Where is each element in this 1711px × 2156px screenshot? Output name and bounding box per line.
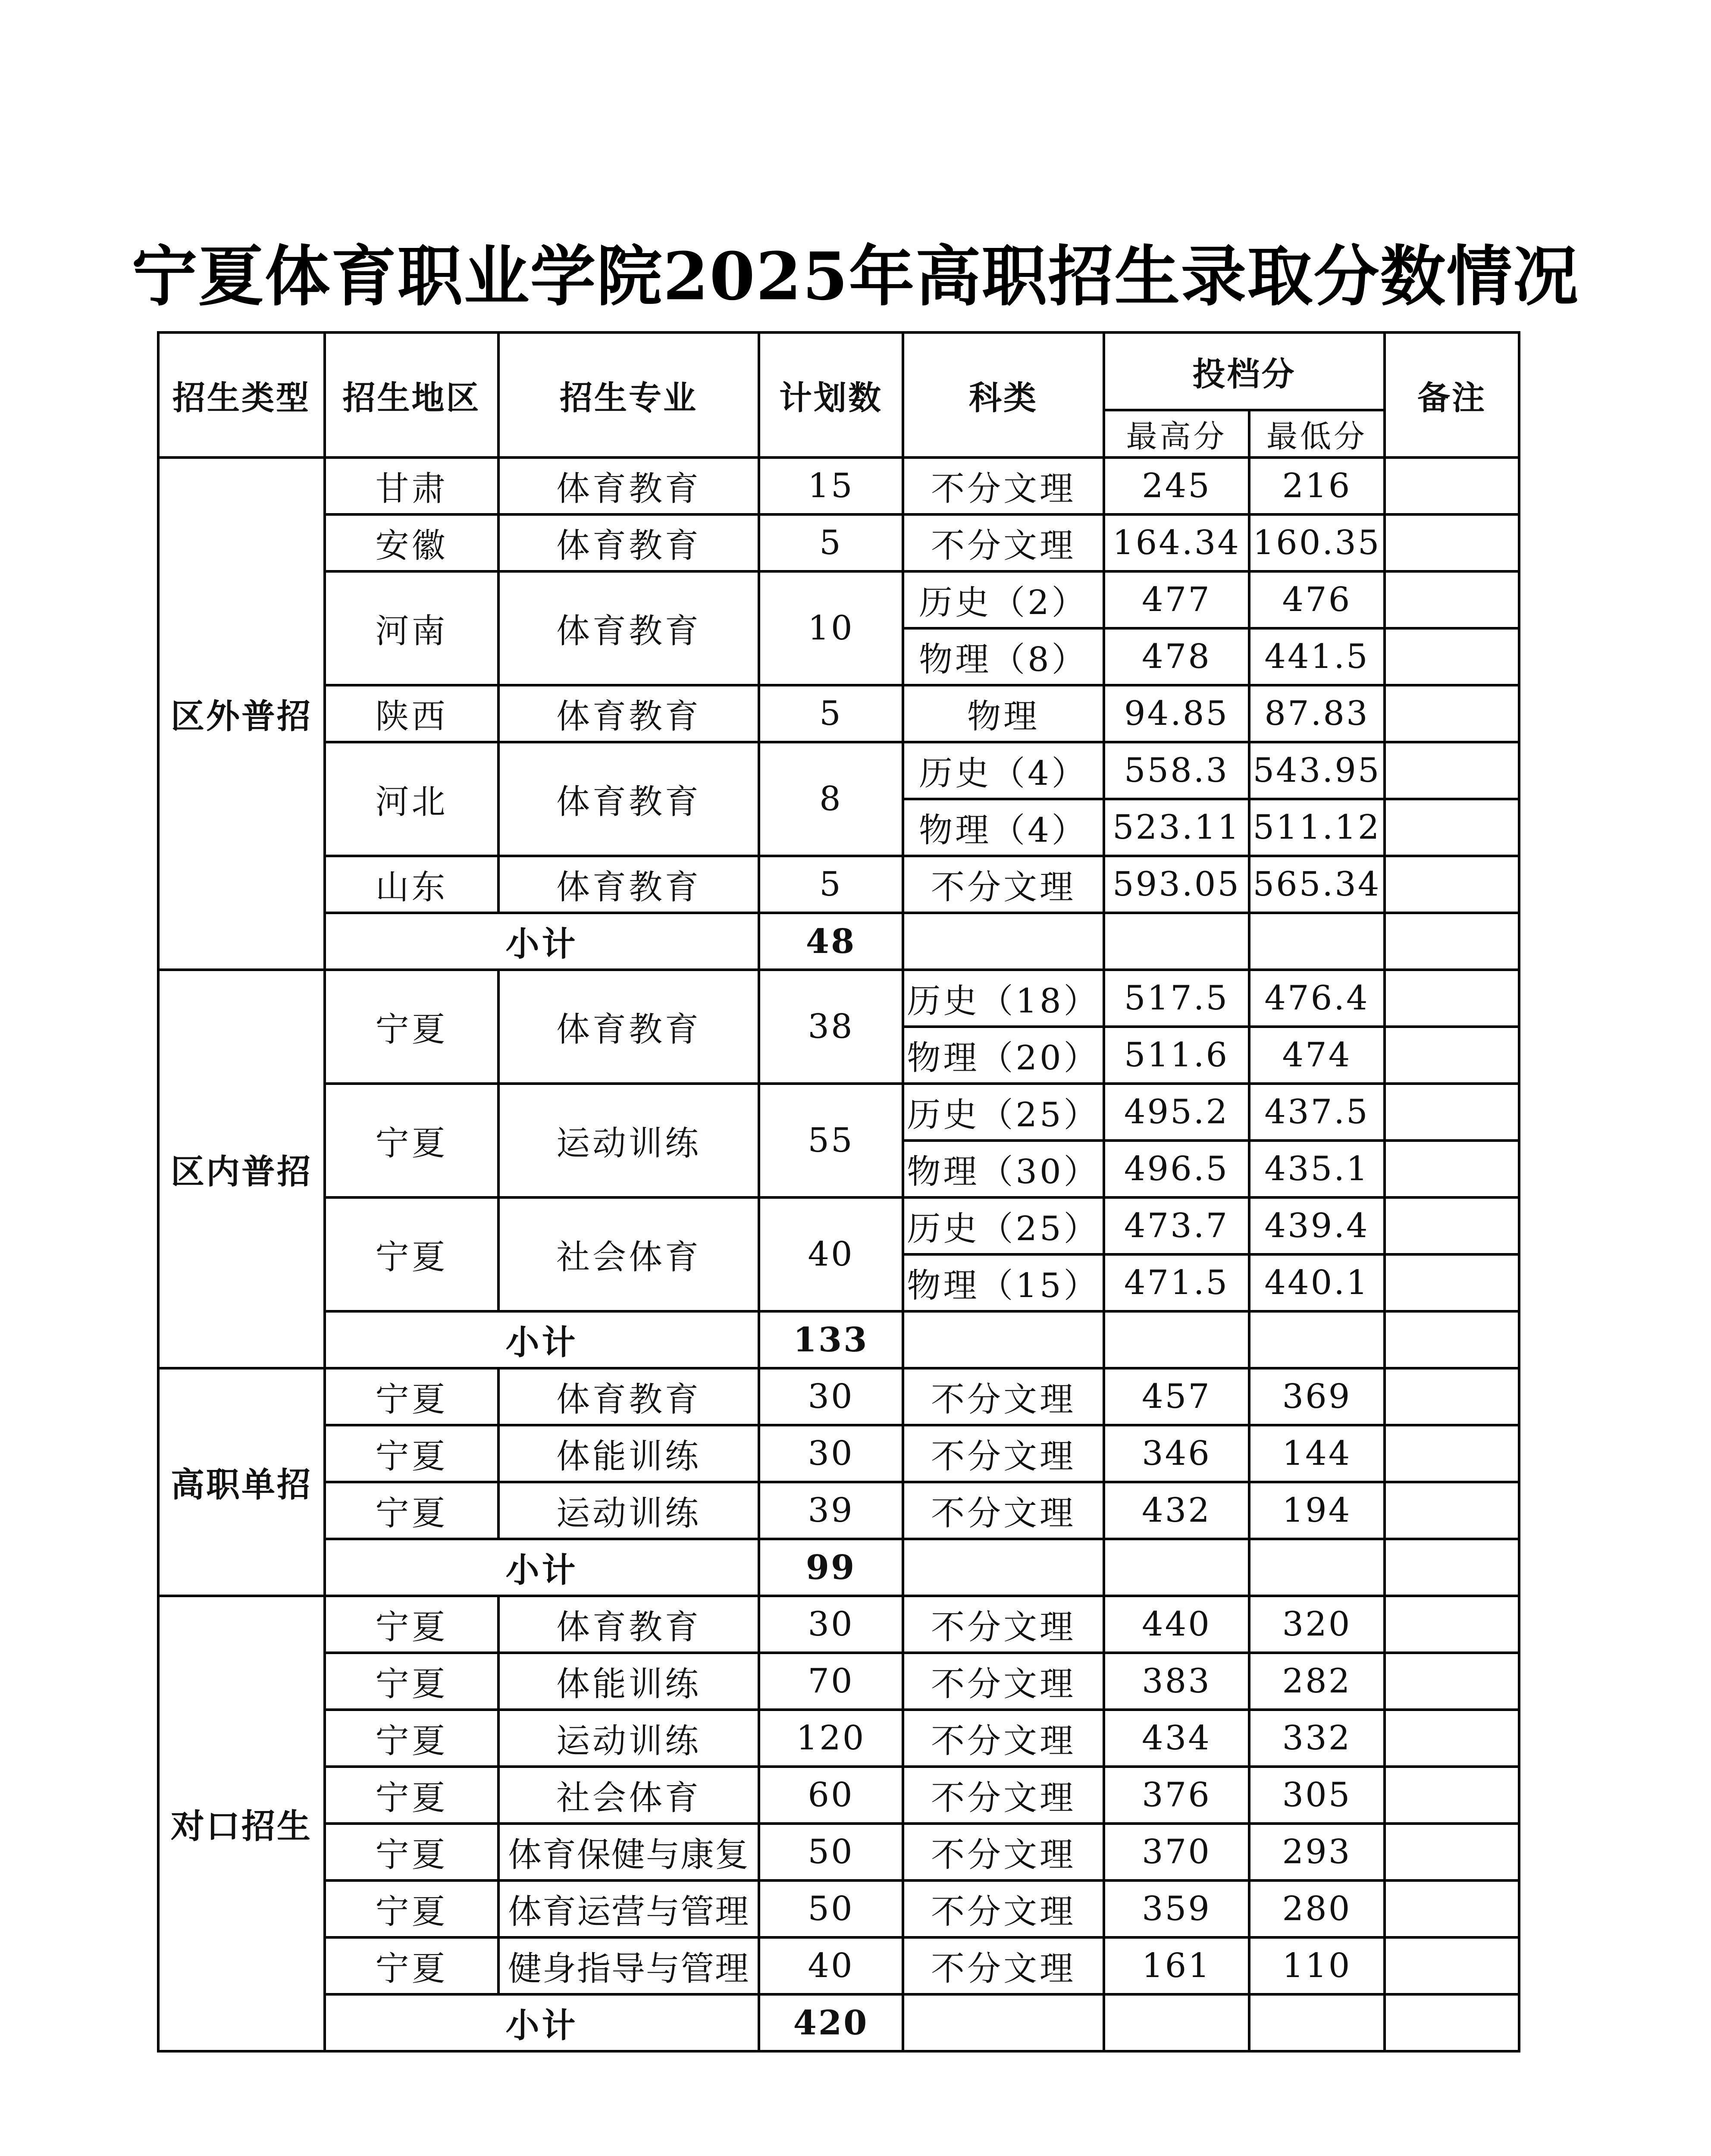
plan-cell: 30: [759, 1425, 903, 1482]
min-score-cell: 87.83: [1249, 685, 1385, 742]
major-cell: 运动训练: [498, 1084, 759, 1197]
subtotal-label: 小计: [325, 913, 759, 970]
max-score-cell: 164.34: [1104, 514, 1249, 571]
min-score-cell: 511.12: [1249, 799, 1385, 856]
plan-cell: 10: [759, 571, 903, 685]
major-cell: 体能训练: [498, 1425, 759, 1482]
max-score-cell: 593.05: [1104, 856, 1249, 913]
subtotal-value: 99: [759, 1539, 903, 1596]
subtotal-value: 48: [759, 913, 903, 970]
region-cell: 宁夏: [325, 1482, 498, 1539]
plan-cell: 40: [759, 1197, 903, 1311]
subject-cell: 物理（4）: [903, 799, 1104, 856]
note-cell: [1385, 1596, 1519, 1653]
major-cell: 体育教育: [498, 1596, 759, 1653]
group-type-cell: 区外普招: [158, 458, 325, 970]
note-cell: [1385, 1197, 1519, 1254]
min-score-cell: 565.34: [1249, 856, 1385, 913]
max-score-cell: 376: [1104, 1767, 1249, 1824]
min-score-cell: 474: [1249, 1027, 1385, 1084]
major-cell: 体育教育: [498, 1368, 759, 1425]
plan-cell: 55: [759, 1084, 903, 1197]
subject-cell: 不分文理: [903, 1880, 1104, 1937]
note-cell: [1385, 571, 1519, 628]
note-cell: [1385, 1084, 1519, 1141]
major-cell: 体育教育: [498, 514, 759, 571]
min-score-cell: 435.1: [1249, 1141, 1385, 1197]
subtotal-label: 小计: [325, 1539, 759, 1596]
subject-cell: 历史（2）: [903, 571, 1104, 628]
max-score-cell: 517.5: [1104, 970, 1249, 1027]
max-score-cell: 477: [1104, 571, 1249, 628]
max-score-cell: 383: [1104, 1653, 1249, 1710]
plan-cell: 50: [759, 1824, 903, 1880]
subject-cell: 不分文理: [903, 1767, 1104, 1824]
plan-cell: 5: [759, 514, 903, 571]
subtotal-row: [158, 1311, 1519, 1368]
subject-cell: 不分文理: [903, 1482, 1104, 1539]
min-score-cell: 332: [1249, 1710, 1385, 1767]
subtotal-value: 133: [759, 1311, 903, 1368]
note-cell: [1385, 1482, 1519, 1539]
subject-cell: 不分文理: [903, 1368, 1104, 1425]
note-cell: [1385, 1824, 1519, 1880]
table-row: [158, 742, 1519, 799]
subtotal-row: [158, 913, 1519, 970]
max-score-cell: 511.6: [1104, 1027, 1249, 1084]
header-max: 最高分: [1104, 410, 1249, 458]
region-cell: 宁夏: [325, 1767, 498, 1824]
group-type-cell: 对口招生: [158, 1596, 325, 2051]
major-cell: 体育教育: [498, 685, 759, 742]
subtotal-label: 小计: [325, 1311, 759, 1368]
table-row: [158, 1824, 1519, 1880]
region-cell: 山东: [325, 856, 498, 913]
table-row: [158, 1368, 1519, 1425]
max-score-cell: 359: [1104, 1880, 1249, 1937]
note-cell: [1385, 742, 1519, 799]
min-score-cell: 543.95: [1249, 742, 1385, 799]
table-row: [158, 685, 1519, 742]
plan-cell: 15: [759, 458, 903, 514]
max-score-cell: 496.5: [1104, 1141, 1249, 1197]
max-score-cell: 245: [1104, 458, 1249, 514]
note-cell: [1385, 1880, 1519, 1937]
subtotal-row: [158, 1994, 1519, 2051]
major-cell: 体育教育: [498, 458, 759, 514]
min-score-cell: 476: [1249, 571, 1385, 628]
max-score-cell: 161: [1104, 1937, 1249, 1994]
min-score-cell: 110: [1249, 1937, 1385, 1994]
subject-cell: 不分文理: [903, 1824, 1104, 1880]
min-score-cell: 144: [1249, 1425, 1385, 1482]
plan-cell: 5: [759, 685, 903, 742]
region-cell: 河南: [325, 571, 498, 685]
min-score-cell: 282: [1249, 1653, 1385, 1710]
admission-scores-table: [157, 331, 1520, 2053]
major-cell: 社会体育: [498, 1767, 759, 1824]
table-row: [158, 970, 1519, 1027]
note-cell: [1385, 1710, 1519, 1767]
min-score-cell: 476.4: [1249, 970, 1385, 1027]
group-type-cell: 区内普招: [158, 970, 325, 1368]
plan-cell: 60: [759, 1767, 903, 1824]
max-score-cell: 495.2: [1104, 1084, 1249, 1141]
header-type: 招生类型: [158, 332, 325, 458]
region-cell: 宁夏: [325, 1710, 498, 1767]
region-cell: 宁夏: [325, 1197, 498, 1311]
max-score-cell: 523.11: [1104, 799, 1249, 856]
table-row: [158, 1710, 1519, 1767]
subject-cell: 不分文理: [903, 1425, 1104, 1482]
note-cell: [1385, 1027, 1519, 1084]
plan-cell: 120: [759, 1710, 903, 1767]
note-cell: [1385, 799, 1519, 856]
max-score-cell: 370: [1104, 1824, 1249, 1880]
major-cell: 体能训练: [498, 1653, 759, 1710]
min-score-cell: 280: [1249, 1880, 1385, 1937]
min-score-cell: 216: [1249, 458, 1385, 514]
header-plan: 计划数: [759, 332, 903, 458]
subject-cell: 不分文理: [903, 458, 1104, 514]
region-cell: 宁夏: [325, 1653, 498, 1710]
subject-cell: 不分文理: [903, 1653, 1104, 1710]
min-score-cell: 439.4: [1249, 1197, 1385, 1254]
subject-cell: 历史（18）: [903, 970, 1104, 1027]
min-score-cell: 437.5: [1249, 1084, 1385, 1141]
major-cell: 体育教育: [498, 742, 759, 856]
note-cell: [1385, 1937, 1519, 1994]
max-score-cell: 473.7: [1104, 1197, 1249, 1254]
plan-cell: 8: [759, 742, 903, 856]
plan-cell: 70: [759, 1653, 903, 1710]
major-cell: 体育教育: [498, 571, 759, 685]
group-type-cell: 高职单招: [158, 1368, 325, 1596]
min-score-cell: 440.1: [1249, 1254, 1385, 1311]
max-score-cell: 457: [1104, 1368, 1249, 1425]
header-region: 招生地区: [325, 332, 498, 458]
subject-cell: 物理（20）: [903, 1027, 1104, 1084]
major-cell: 社会体育: [498, 1197, 759, 1311]
region-cell: 宁夏: [325, 1368, 498, 1425]
note-cell: [1385, 1767, 1519, 1824]
min-score-cell: 194: [1249, 1482, 1385, 1539]
major-cell: 健身指导与管理: [498, 1937, 759, 1994]
note-cell: [1385, 1653, 1519, 1710]
table-row: [158, 1197, 1519, 1254]
region-cell: 河北: [325, 742, 498, 856]
region-cell: 宁夏: [325, 1880, 498, 1937]
region-cell: 陕西: [325, 685, 498, 742]
subtotal-row: [158, 1539, 1519, 1596]
table-row: [158, 1653, 1519, 1710]
region-cell: 宁夏: [325, 1084, 498, 1197]
region-cell: 宁夏: [325, 1937, 498, 1994]
header-min: 最低分: [1249, 410, 1385, 458]
max-score-cell: 346: [1104, 1425, 1249, 1482]
region-cell: 安徽: [325, 514, 498, 571]
note-cell: [1385, 856, 1519, 913]
subject-cell: 历史（25）: [903, 1197, 1104, 1254]
table-row: [158, 514, 1519, 571]
subject-cell: 物理（30）: [903, 1141, 1104, 1197]
major-cell: 体育教育: [498, 856, 759, 913]
note-cell: [1385, 628, 1519, 685]
max-score-cell: 94.85: [1104, 685, 1249, 742]
subject-cell: 历史（4）: [903, 742, 1104, 799]
subject-cell: 不分文理: [903, 1710, 1104, 1767]
max-score-cell: 434: [1104, 1710, 1249, 1767]
note-cell: [1385, 970, 1519, 1027]
plan-cell: 30: [759, 1368, 903, 1425]
region-cell: 宁夏: [325, 1425, 498, 1482]
plan-cell: 50: [759, 1880, 903, 1937]
note-cell: [1385, 1368, 1519, 1425]
table-row: [158, 1084, 1519, 1141]
subject-cell: 不分文理: [903, 856, 1104, 913]
table-row: [158, 1425, 1519, 1482]
max-score-cell: 440: [1104, 1596, 1249, 1653]
subject-cell: 物理: [903, 685, 1104, 742]
table-row: [158, 856, 1519, 913]
page-title: 宁夏体育职业学院2025年高职招生录取分数情况: [132, 238, 1579, 315]
note-cell: [1385, 1254, 1519, 1311]
max-score-cell: 432: [1104, 1482, 1249, 1539]
min-score-cell: 305: [1249, 1767, 1385, 1824]
subtotal-value: 420: [759, 1994, 903, 2051]
note-cell: [1385, 685, 1519, 742]
major-cell: 体育保健与康复: [498, 1824, 759, 1880]
table-row: [158, 458, 1519, 514]
max-score-cell: 471.5: [1104, 1254, 1249, 1311]
table-row: [158, 571, 1519, 628]
max-score-cell: 558.3: [1104, 742, 1249, 799]
table-row: [158, 1767, 1519, 1824]
plan-cell: 30: [759, 1596, 903, 1653]
major-cell: 体育运营与管理: [498, 1880, 759, 1937]
major-cell: 运动训练: [498, 1482, 759, 1539]
header-row: [158, 332, 1519, 410]
plan-cell: 39: [759, 1482, 903, 1539]
header-score: 投档分: [1104, 332, 1385, 410]
subtotal-label: 小计: [325, 1994, 759, 2051]
plan-cell: 38: [759, 970, 903, 1084]
table-row: [158, 1937, 1519, 1994]
min-score-cell: 160.35: [1249, 514, 1385, 571]
region-cell: 宁夏: [325, 1596, 498, 1653]
min-score-cell: 320: [1249, 1596, 1385, 1653]
header-major: 招生专业: [498, 332, 759, 458]
note-cell: [1385, 1425, 1519, 1482]
region-cell: 宁夏: [325, 970, 498, 1084]
subject-cell: 物理（8）: [903, 628, 1104, 685]
subject-cell: 物理（15）: [903, 1254, 1104, 1311]
note-cell: [1385, 458, 1519, 514]
min-score-cell: 369: [1249, 1368, 1385, 1425]
note-cell: [1385, 1141, 1519, 1197]
subject-cell: 不分文理: [903, 1937, 1104, 1994]
min-score-cell: 441.5: [1249, 628, 1385, 685]
subject-cell: 不分文理: [903, 514, 1104, 571]
major-cell: 运动训练: [498, 1710, 759, 1767]
table-row: [158, 1880, 1519, 1937]
plan-cell: 5: [759, 856, 903, 913]
plan-cell: 40: [759, 1937, 903, 1994]
header-note: 备注: [1385, 332, 1519, 458]
region-cell: 宁夏: [325, 1824, 498, 1880]
subject-cell: 不分文理: [903, 1596, 1104, 1653]
note-cell: [1385, 514, 1519, 571]
header-subject: 科类: [903, 332, 1104, 458]
max-score-cell: 478: [1104, 628, 1249, 685]
major-cell: 体育教育: [498, 970, 759, 1084]
min-score-cell: 293: [1249, 1824, 1385, 1880]
subject-cell: 历史（25）: [903, 1084, 1104, 1141]
table-row: [158, 1596, 1519, 1653]
region-cell: 甘肃: [325, 458, 498, 514]
table-row: [158, 1482, 1519, 1539]
